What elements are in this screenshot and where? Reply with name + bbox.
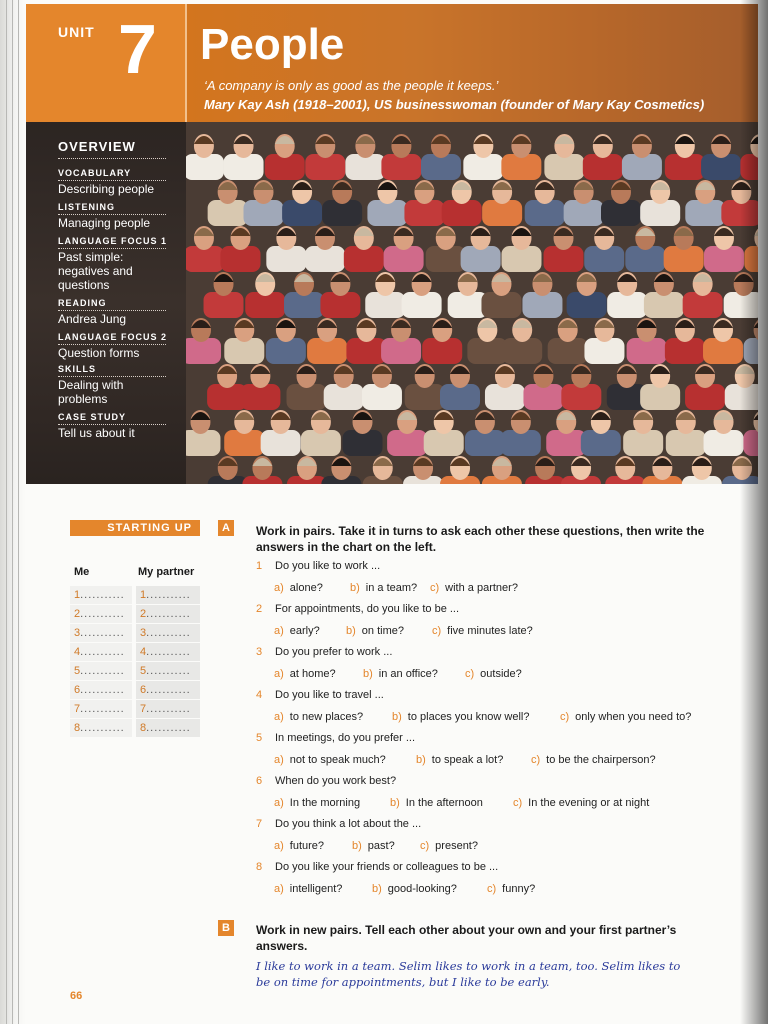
answer-option: a) to new places?	[274, 711, 364, 723]
question-number: 7	[256, 818, 263, 830]
answer-option: c) In the evening or at night	[513, 797, 650, 809]
overview-divider	[58, 376, 166, 377]
overview-item: Andrea Jung	[58, 312, 127, 326]
page-spine	[0, 0, 26, 1024]
overview-divider	[58, 310, 166, 311]
question-number: 2	[256, 603, 263, 615]
overview-category: VOCABULARY	[58, 168, 132, 178]
question-number: 3	[256, 646, 263, 658]
overview-divider	[58, 180, 166, 181]
question-text: Do you like to work ...	[275, 560, 381, 572]
crowd-photo	[186, 122, 758, 484]
question-text: In meetings, do you prefer ...	[275, 732, 416, 744]
chart-row	[70, 605, 200, 624]
question-item	[256, 603, 459, 615]
crowd-illustration	[186, 122, 758, 484]
unit-label: UNIT	[58, 24, 95, 40]
chart-cell-partner[interactable]: 1...........	[136, 586, 200, 604]
answer-option: b) good-looking?	[372, 883, 457, 895]
overview-category: READING	[58, 298, 107, 308]
chart-cell-me[interactable]: 3...........	[70, 624, 132, 642]
answer-option: a) alone?	[274, 582, 323, 594]
question-item	[256, 861, 498, 873]
chart-cell-partner[interactable]: 7...........	[136, 700, 200, 718]
overview-item: Describing people	[58, 182, 155, 196]
chart-row	[70, 624, 200, 643]
chart-header-me: Me	[74, 566, 90, 578]
answer-option: a) In the morning	[274, 797, 361, 809]
question-number: 4	[256, 689, 263, 701]
question-text: Do you think a lot about the ...	[275, 818, 422, 830]
task-b-instruction: Work in new pairs. Tell each other about your own and your first partner’s answers.	[256, 923, 677, 953]
unit-title: People	[200, 20, 345, 69]
answer-option: c) present?	[420, 840, 478, 852]
chart-cell-me[interactable]: 2...........	[70, 605, 132, 623]
question-text: Do you like your friends or colleagues to be ...	[275, 861, 499, 873]
chart-cell-me[interactable]: 6...........	[70, 681, 132, 699]
question-number: 5	[256, 732, 263, 744]
answer-option: c) to be the chairperson?	[531, 754, 656, 766]
overview-divider	[58, 344, 166, 345]
answer-option: c) five minutes late?	[432, 625, 533, 637]
answer-option: a) early?	[274, 625, 320, 637]
answer-option: b) on time?	[346, 625, 404, 637]
answer-option: b) In the afternoon	[390, 797, 483, 809]
unit-number: 7	[118, 10, 157, 88]
question-item	[256, 560, 380, 572]
question-item	[256, 732, 415, 744]
answer-option: a) at home?	[274, 668, 336, 680]
question-text: Do you like to travel ...	[275, 689, 384, 701]
chart-cell-partner[interactable]: 8...........	[136, 719, 200, 737]
question-number: 1	[256, 560, 263, 572]
page-edge-shadow	[740, 0, 768, 1024]
question-item	[256, 646, 392, 658]
overview-category: LANGUAGE FOCUS 1	[58, 236, 168, 246]
overview-category: SKILLS	[58, 364, 97, 374]
chart-cell-partner[interactable]: 6...........	[136, 681, 200, 699]
chart-row	[70, 662, 200, 681]
answer-option: b) to speak a lot?	[416, 754, 504, 766]
answer-option: b) past?	[352, 840, 395, 852]
chart-cell-me[interactable]: 5...........	[70, 662, 132, 680]
overview-title: OVERVIEW	[58, 139, 136, 154]
chart-cell-me[interactable]: 7...........	[70, 700, 132, 718]
chart-cell-me[interactable]: 4...........	[70, 643, 132, 661]
chart-row	[70, 586, 200, 605]
question-number: 8	[256, 861, 263, 873]
answer-option: a) not to speak much?	[274, 754, 386, 766]
question-item	[256, 775, 396, 787]
spine-line	[12, 0, 13, 1024]
question-text: For appointments, do you like to be ...	[275, 603, 460, 615]
chart-cell-me[interactable]: 8...........	[70, 719, 132, 737]
overview-divider	[58, 248, 166, 249]
overview-item: Managing people	[58, 216, 151, 230]
overview-divider	[58, 158, 166, 159]
handwritten-example: I like to work in a team. Selim likes to work in a team, too. Selim likes to be on time for appointments, but I like to be early.	[256, 959, 681, 989]
answer-option: c) only when you need to?	[560, 711, 692, 723]
question-item	[256, 818, 421, 830]
overview-item: Past simple: negatives and questions	[58, 250, 133, 292]
chart-cell-partner[interactable]: 4...........	[136, 643, 200, 661]
question-text: When do you work best?	[275, 775, 397, 787]
answer-option: a) intelligent?	[274, 883, 343, 895]
question-item	[256, 689, 384, 701]
chart-cell-partner[interactable]: 2...........	[136, 605, 200, 623]
overview-item: Tell us about it	[58, 426, 135, 440]
overview-category: LISTENING	[58, 202, 116, 212]
overview-category: LANGUAGE FOCUS 2	[58, 332, 168, 342]
answer-option: a) future?	[274, 840, 325, 852]
overview-item: Question forms	[58, 346, 140, 360]
overview-divider	[58, 214, 166, 215]
answer-option: b) in a team?	[350, 582, 418, 594]
spine-line	[18, 0, 19, 1024]
page-number: 66	[70, 990, 83, 1002]
chart-cell-partner[interactable]: 3...........	[136, 624, 200, 642]
chart-cell-me[interactable]: 1...........	[70, 586, 132, 604]
question-text: Do you prefer to work ...	[275, 646, 393, 658]
answer-option: c) funny?	[487, 883, 536, 895]
quote-author: Mary Kay Ash (1918–2001), US businesswoman (founder of Mary Kay Cosmetics)	[204, 97, 705, 112]
chart-cell-partner[interactable]: 5...........	[136, 662, 200, 680]
overview-divider	[58, 424, 166, 425]
quote-text: ‘A company is only as good as the people it keeps.’	[204, 78, 499, 93]
task-b-badge: B	[218, 920, 234, 936]
chart-row	[70, 700, 200, 719]
unit-header-block	[26, 4, 186, 122]
answer-option: b) to places you know well?	[392, 711, 530, 723]
task-a-instruction: Work in pairs. Take it in turns to ask each other these questions, then write the answers in the chart on the left.	[256, 524, 705, 554]
header-divider	[185, 4, 187, 122]
task-a-badge: A	[218, 520, 234, 536]
starting-up-label: STARTING UP	[70, 520, 200, 536]
answer-option: c) outside?	[465, 668, 522, 680]
chart-row	[70, 681, 200, 700]
spine-line	[6, 0, 7, 1024]
overview-category: CASE STUDY	[58, 412, 127, 422]
chart-row	[70, 643, 200, 662]
chart-header-partner: My partner	[138, 566, 195, 578]
answer-option: c) with a partner?	[430, 582, 518, 594]
answer-option: b) in an office?	[363, 668, 438, 680]
chart-row	[70, 719, 200, 738]
question-number: 6	[256, 775, 263, 787]
overview-item: Dealing with problems	[58, 378, 124, 406]
